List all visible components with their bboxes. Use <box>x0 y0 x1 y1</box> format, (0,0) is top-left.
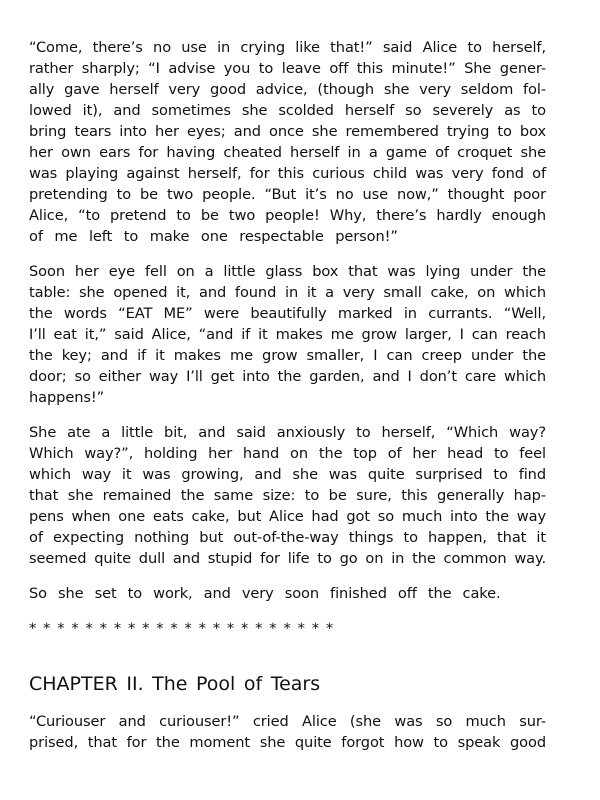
paragraph <box>29 711 546 753</box>
text-line: was playing against herself, for this curious child was very fond of <box>29 165 546 182</box>
page-content <box>29 37 546 753</box>
text-line: rather sharply; “I advise you to leave off this minute!” She gener- <box>29 60 546 77</box>
paragraph <box>29 583 546 604</box>
text-line: ally gave herself very good advice, (though she very seldom fol- <box>29 81 546 98</box>
text-line: “Come, there’s no use in crying like that!” said Alice to herself, <box>29 39 546 56</box>
text-line: I’ll eat it,” said Alice, “and if it makes me grow larger, I can reach <box>29 326 546 343</box>
text-line: So she set to work, and very soon finished off the cake. <box>29 585 501 602</box>
text-line: happens!” <box>29 389 105 406</box>
text-line: prised, that for the moment she quite forgot how to speak good <box>29 734 546 751</box>
text-line: pens when one eats cake, but Alice had got so much into the way <box>29 508 546 525</box>
text-line: the key; and if it makes me grow smaller, I can creep under the <box>29 347 546 364</box>
text-line: table: she opened it, and found in it a very small cake, on which <box>29 284 546 301</box>
text-line: seemed quite dull and stupid for life to go on in the common way. <box>29 550 546 567</box>
text-line: Alice, “to pretend to be two people! Why, there’s hardly enough <box>29 207 546 224</box>
text-line: “Curiouser and curiouser!” cried Alice (she was so much sur- <box>29 713 546 730</box>
text-line: which way it was growing, and she was quite surprised to find <box>29 466 546 483</box>
text-line: Which way?”, holding her hand on the top of her head to feel <box>29 445 546 462</box>
text-line: She ate a little bit, and said anxiously to herself, “Which way? <box>29 424 546 441</box>
asterisk-separator: * * * * * * * * * * * * * * * * * * * * * * <box>29 620 334 637</box>
text-line: bring tears into her eyes; and once she remembered trying to box <box>29 123 546 140</box>
text-line: lowed it), and sometimes she scolded herself so severely as to <box>29 102 546 119</box>
text-line: of expecting nothing but out-of-the-way things to happen, that it <box>29 529 546 546</box>
paragraph <box>29 261 546 408</box>
text-line: pretending to be two people. “But it’s no use now,” thought poor <box>29 186 546 203</box>
text-line: her own ears for having cheated herself in a game of croquet she <box>29 144 546 161</box>
text-line: Soon her eye fell on a little glass box that was lying under the <box>29 263 546 280</box>
paragraph <box>29 422 546 569</box>
paragraph <box>29 37 546 247</box>
text-line: the words “EAT ME” were beautifully marked in currants. “Well, <box>29 305 546 322</box>
text-line: that she remained the same size: to be sure, this generally hap- <box>29 487 546 504</box>
text-line: of me left to make one respectable person!” <box>29 228 398 245</box>
text-line: door; so either way I’ll get into the garden, and I don’t care which <box>29 368 546 385</box>
chapter-heading: CHAPTER II. The Pool of Tears <box>29 673 321 695</box>
